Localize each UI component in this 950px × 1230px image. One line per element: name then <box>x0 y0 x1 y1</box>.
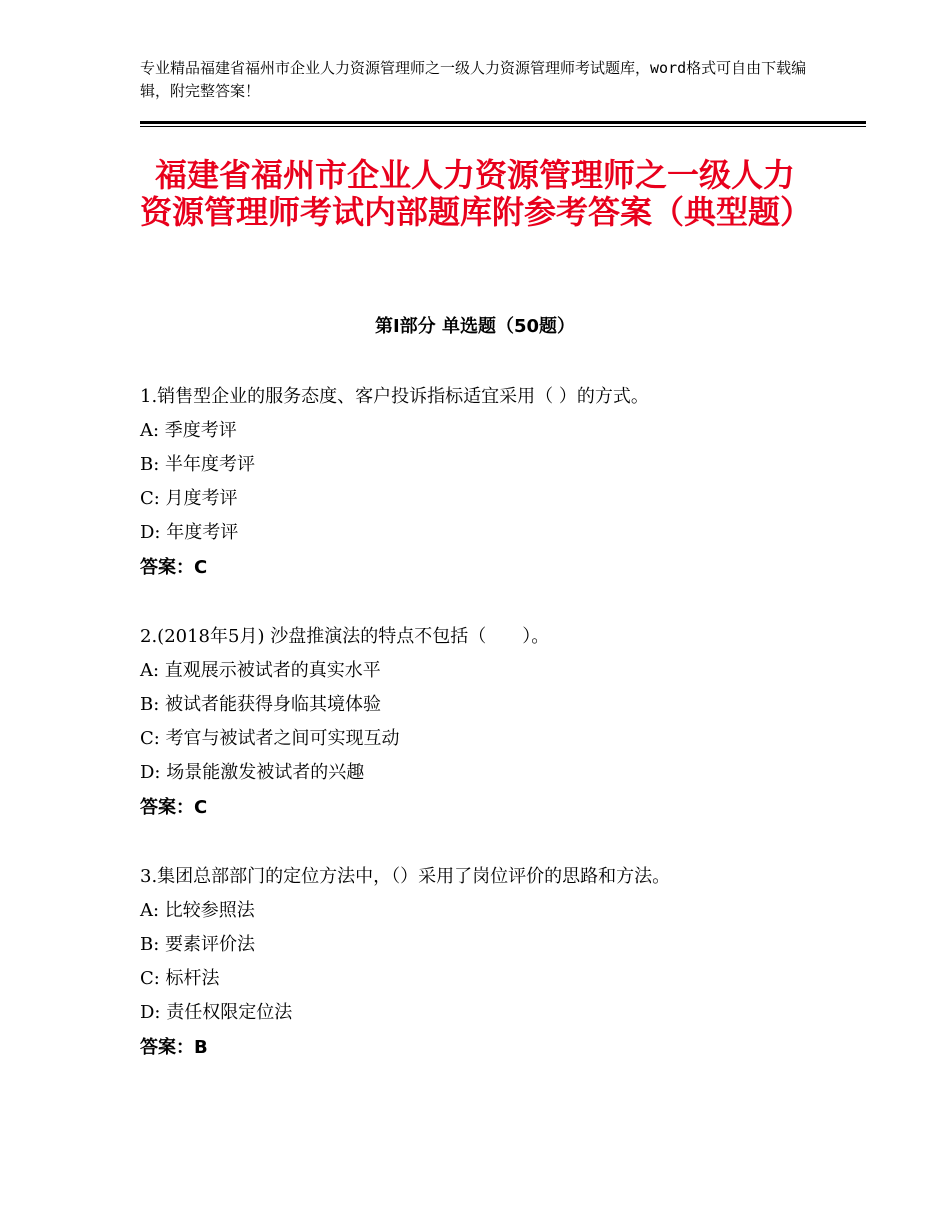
answer-text: 答案：C <box>140 797 208 818</box>
question-2 <box>140 620 840 826</box>
question-1 <box>140 380 840 586</box>
question-stem: 1.销售型企业的服务态度、客户投诉指标适宜采用（ ）的方式。 <box>140 386 649 407</box>
option-c: C: 标杆法 <box>140 968 220 989</box>
option-d: D: 场景能激发被试者的兴趣 <box>140 762 365 783</box>
header-divider-thin <box>140 126 866 127</box>
question-list <box>140 380 840 1100</box>
option-a: A: 季度考评 <box>140 420 237 441</box>
option-c: C: 考官与被试者之间可实现互动 <box>140 728 400 749</box>
option-b: B: 要素评价法 <box>140 934 256 955</box>
section-title: 第Ⅰ部分 单选题（50题） <box>374 316 575 337</box>
answer-text: 答案：B <box>140 1037 208 1058</box>
option-a: A: 比较参照法 <box>140 900 255 921</box>
header-note: 专业精品福建省福州市企业人力资源管理师之一级人力资源管理师考试题库，word格式可自由下载编辑，附完整答案！ <box>140 59 807 100</box>
option-c: C: 月度考评 <box>140 488 238 509</box>
option-a: A: 直观展示被试者的真实水平 <box>140 660 381 681</box>
question-stem: 2.(2018年5月) 沙盘推演法的特点不包括（ ）。 <box>140 626 550 647</box>
document-title: 福建省福州市企业人力资源管理师之一级人力资源管理师考试内部题库附参考答案（典型题） <box>140 156 813 231</box>
question-stem: 3.集团总部部门的定位方法中，（）采用了岗位评价的思路和方法。 <box>140 866 671 887</box>
answer-text: 答案：C <box>140 557 208 578</box>
option-b: B: 被试者能获得身临其境体验 <box>140 694 382 715</box>
header-divider-thick <box>140 121 866 124</box>
question-3 <box>140 860 840 1066</box>
option-b: B: 半年度考评 <box>140 454 256 475</box>
option-d: D: 年度考评 <box>140 522 239 543</box>
option-d: D: 责任权限定位法 <box>140 1002 293 1023</box>
